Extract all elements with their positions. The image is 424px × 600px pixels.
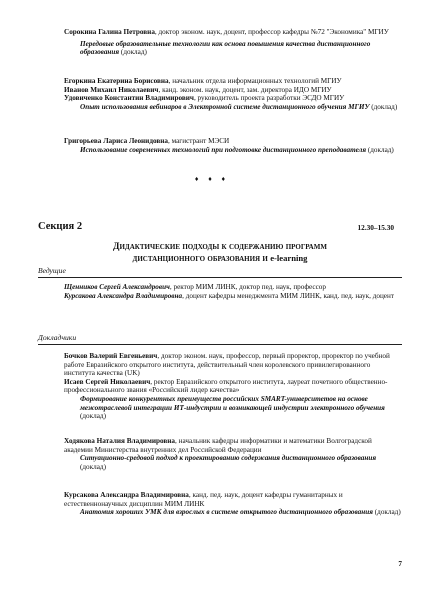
author-info: , канд. эконом. наук, доцент, зам. директора ИДО МГИУ [158, 85, 332, 94]
section-title-line1: Дидактические подходы к содержанию программ [113, 242, 327, 252]
entry-kursakova [64, 491, 402, 517]
hosts-list [64, 283, 402, 300]
talk-title: Использование современных технологий при подготовке дистанционного преподавателя [80, 145, 367, 154]
talk-type: (доклад) [80, 462, 106, 471]
author-info: , доктор эконом. наук, доцент, профессор кафедры №72 "Экономика" МГИУ [154, 28, 389, 36]
hosts-label: Ведущие [38, 266, 66, 275]
speakers-label: Докладчики [38, 333, 77, 342]
talk-title: Опыт использования вебинаров в Электронной системе дистанционного обучения МГИУ [80, 102, 370, 111]
author-name: Бочков Валерий Евгеньевич [64, 352, 158, 360]
author-info: , начальник отдела информационных технологий МГИУ [168, 77, 342, 85]
author-info: , ректор Евразийского открытого института, лауреат почетного общественно-профессионального звания «Российский лидер качества» [64, 377, 388, 395]
talk-title: Анатомия хороших УМК для взрослых в системе открытого дистанционного образования [80, 508, 373, 517]
author-name: Григорьева Лариса Леонидовна [64, 137, 168, 145]
section-title [60, 242, 380, 265]
talk-type: (доклад) [80, 412, 106, 421]
talk-type: (доклад) [119, 48, 147, 57]
talk-title: Ситуационно-средовой подход к проектированию содержания дистанционного образования [80, 454, 377, 463]
entry-khodyakova [64, 437, 402, 471]
section-title-elearning: e-learning [270, 253, 308, 263]
entry-egorkina [64, 77, 402, 111]
hosts-divider [38, 277, 402, 278]
author-name: Исаев Сергей Николаевич [64, 377, 151, 386]
entry-grigorieva [64, 137, 402, 154]
talk-title: Формирование конкурентных преимуществ российских SMART-университетов на основе межотраслевой интеграции ИТ-индустрии и возникающей индустрии электронного обучения [80, 394, 385, 412]
talk-title: Передовые образовательные технологии как основа повышения качества дистанционного образования [80, 39, 371, 57]
section-label: Секция 2 [38, 221, 83, 232]
section-title-line2: дистанционного образования и [132, 254, 271, 264]
author-name: Иванов Михаил Николаевич [64, 85, 159, 94]
host-info: , доцент кафедры менеджмента МИМ ЛИНК, канд. пед. наук, доцент [182, 291, 394, 300]
author-info: , руководитель проекта разработки ЭСДО МГИУ [193, 94, 345, 103]
author-name: Курсакова Александра Владимировна [64, 491, 189, 499]
entry-sorokina [64, 28, 402, 57]
talk-type: (доклад) [369, 102, 398, 111]
host-name: Щенников Сергей Александрович [64, 283, 170, 291]
section-separator: ♦ ♦ ♦ [194, 175, 230, 183]
talk-type: (доклад) [366, 145, 394, 154]
author-name: Удовиченко Константин Владимирович [64, 94, 194, 103]
speakers-divider [38, 344, 402, 345]
author-name: Сорокина Галина Петровна [64, 28, 155, 36]
host-name: Курсакова Александра Владимировна [64, 291, 183, 300]
author-name: Егоркина Екатерина Борисовна [64, 77, 169, 85]
author-info: , начальник кафедры информатики и математики Волгоградской академии Министерства внутренних дел Российской Федерации [64, 437, 372, 454]
entry-bochkov-isaev [64, 352, 402, 421]
author-info: , канд. пед. наук, доцент кафедры гуманитарных и естественнонаучных дисциплин МИМ ЛИНК [64, 491, 343, 508]
host-info: , ректор МИМ ЛИНК, доктор пед. наук, профессор [169, 283, 326, 291]
talk-type: (доклад) [372, 508, 401, 517]
author-info: , доктор эконом. наук, профессор, первый проректор, проректор по учебной работе Евразийского открытого института, действительный член королевского привилегированного института качества (UK) [64, 352, 390, 378]
author-name: Ходякова Наталия Владимировна [64, 437, 176, 445]
section-time: 12.30–15.30 [357, 223, 394, 232]
page-number: 7 [398, 560, 402, 568]
author-info: , магистрант МЭСИ [168, 137, 230, 145]
